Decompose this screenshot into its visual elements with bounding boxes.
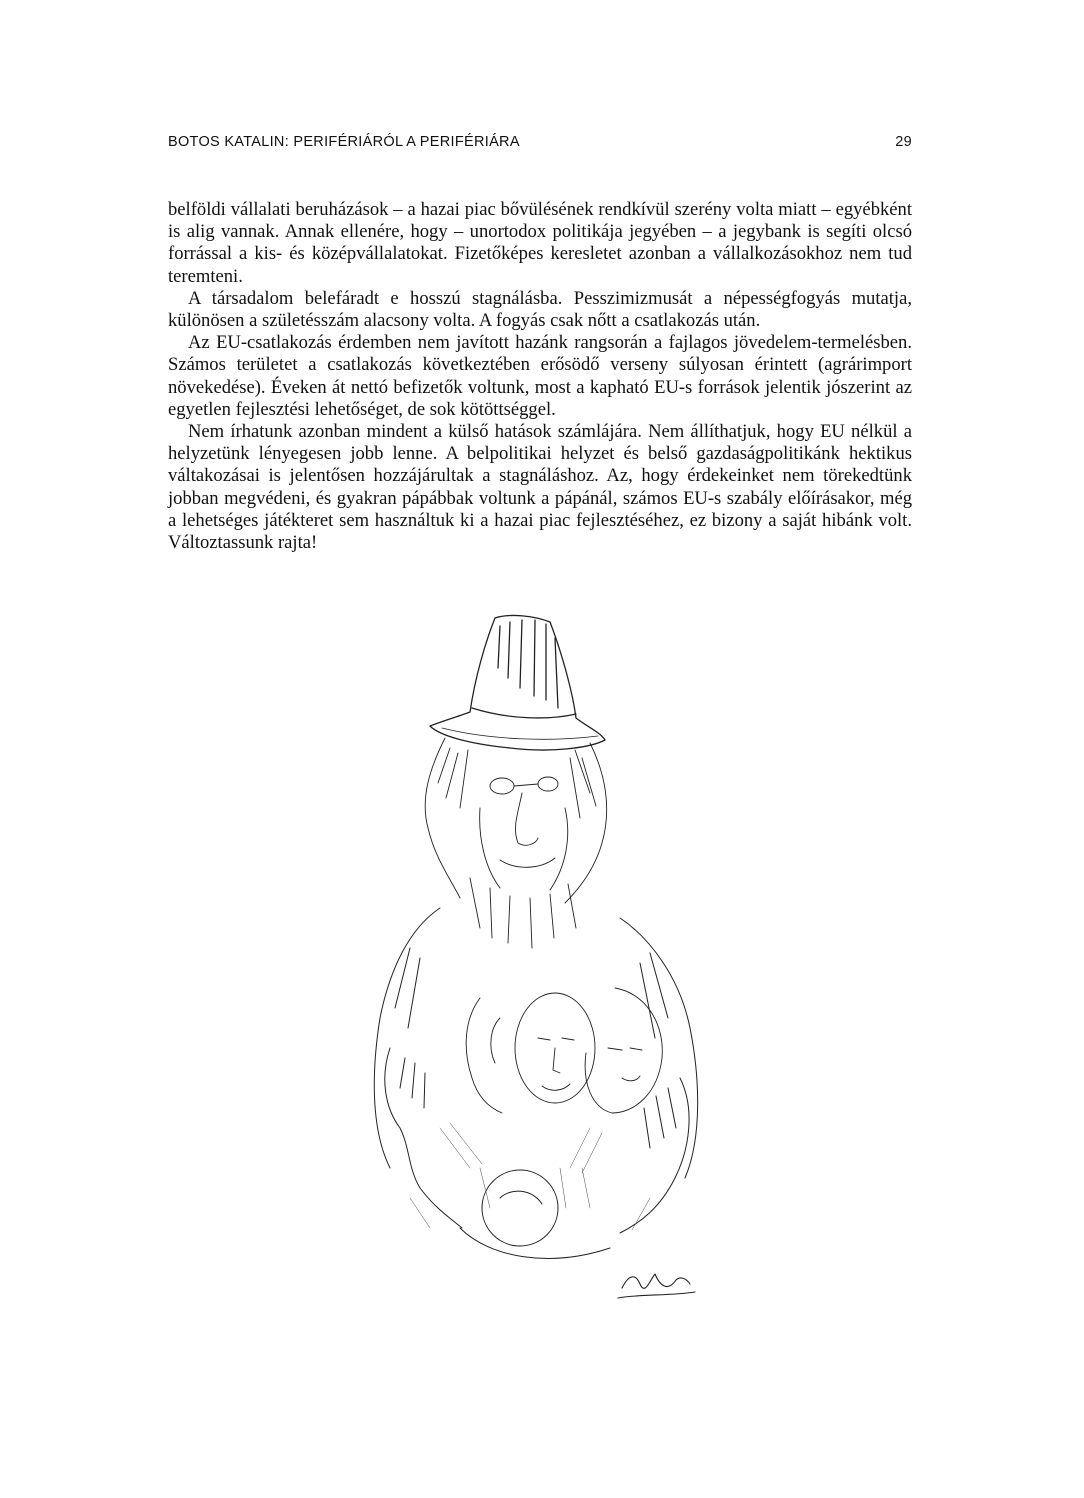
hands bbox=[385, 1048, 689, 1258]
top-hat bbox=[430, 615, 605, 750]
page-header bbox=[168, 134, 912, 156]
paragraph: Nem írhatunk azonban mindent a külső hatások számlájára. Nem állíthatjuk, hogy EU nélkül a helyzetünk lényegesen jobb lenne. A belpolitikai helyzet és belső gazdaságpolitikánk hektikus váltakozásai is jelentősen hozzájárultak a stagnáláshoz. Az, hogy érdekeinket nem törekedtünk jobban megvédeni, és gyakran pápábbak voltunk a pápánál, számos EU-s szabály előírásakor, még a lehetséges játékteret sem használtuk ki a hazai piac fejlesztéséhez, ez bizony a saját hibánk volt. Változtassunk rajta! bbox=[168, 421, 912, 554]
paragraph: A társadalom belefáradt e hosszú stagnálásba. Pesszimizmusát a népességfogyás mutatja, különösen a születésszám alacsony volta. A fogyás csak nőtt a csatlakozás után. bbox=[168, 287, 912, 332]
paragraph: belföldi vállalati beruházások – a hazai piac bővülésének rendkívül szerény volta miatt – egyébként is alig vannak. Annak ellenére, hogy – unortodox politikája jegyében – a jegybank is segíti olcsó forrással a kis- és középvállalatokat. Fizetőképes keresletet azonban a vállalkozásokhoz nem tud teremteni. bbox=[168, 199, 912, 287]
paragraph: Az EU-csatlakozás érdemben nem javított hazánk rangsorán a fajlagos jövedelem-termelésben. Számos területet a csatlakozás következtében erősödő verseny súlyosan érintett (agrárimport növekedése). Éveken át nettó befizetők voltunk, most a kapható EU-s források jelentik jószerint az egyetlen fejlesztési lehetőséget, de sok kötöttséggel. bbox=[168, 332, 912, 420]
running-title: BOTOS KATALIN: PERIFÉRIÁRÓL A PERIFÉRIÁRA bbox=[168, 134, 520, 150]
body-text bbox=[168, 199, 912, 554]
three-faces bbox=[466, 988, 662, 1113]
pen-drawing-illustration bbox=[350, 608, 750, 1308]
coat-body bbox=[374, 908, 697, 1178]
page-number: 29 bbox=[895, 134, 912, 150]
old-man-face bbox=[425, 738, 607, 948]
artist-signature bbox=[618, 1274, 695, 1298]
hatching bbox=[410, 1123, 650, 1230]
